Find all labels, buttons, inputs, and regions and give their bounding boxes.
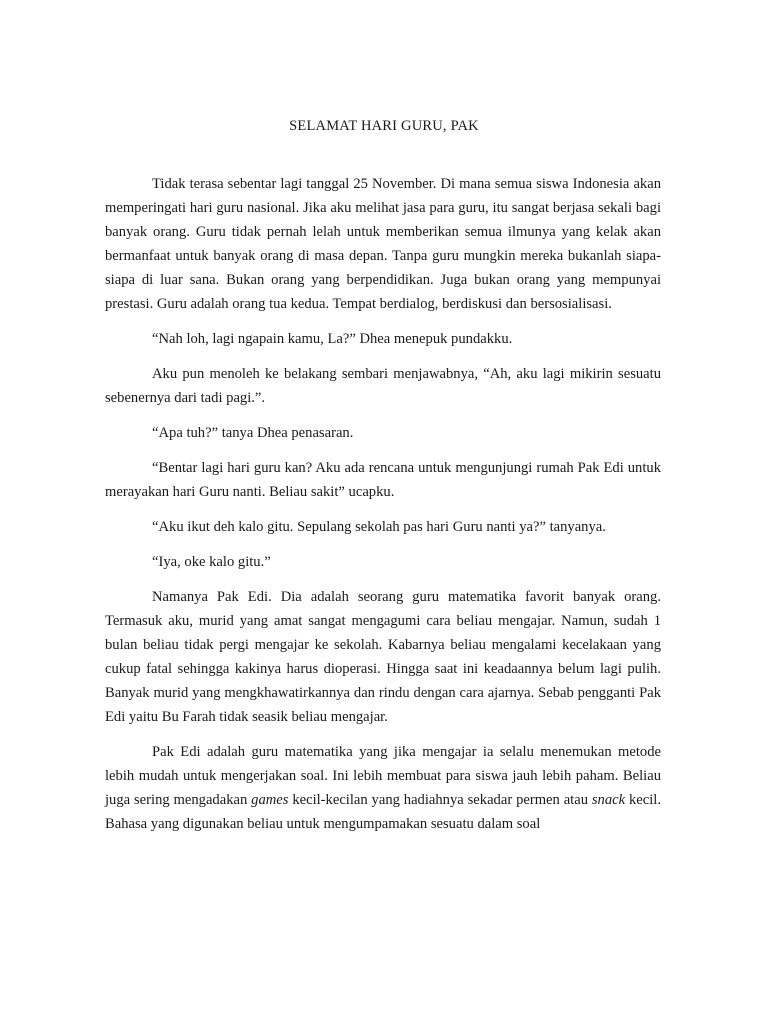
paragraph-text: kecil-kecilan yang hadiahnya sekadar permen atau [288, 792, 592, 808]
paragraph: “Aku ikut deh kalo gitu. Sepulang sekolah pas hari Guru nanti ya?” tanyanya. [152, 519, 606, 535]
italic-term: games [251, 792, 289, 808]
paragraph: “Apa tuh?” tanya Dhea penasaran. [152, 425, 354, 441]
paragraph: “Bentar lagi hari guru kan? Aku ada rencana untuk mengunjungi rumah Pak Edi untuk merayakan hari Guru nanti. Beliau sakit” ucapku. [105, 460, 661, 500]
paragraph-text: kecil. Bahasa yang digunakan beliau untuk mengumpamakan sesuatu dalam soal [105, 792, 661, 832]
paragraph: Tidak terasa sebentar lagi tanggal 25 November. Di mana semua siswa Indonesia akan memperingati hari guru nasional. Jika aku melihat jasa para guru, itu sangat berjasa sekali bagi banyak orang. Guru tidak pernah lelah untuk memberikan semua ilmunya yang kelak akan bermanfaat untuk banyak orang di masa depan. Tanpa guru mungkin mereka bukanlah siapa-siapa di luar sana. Bukan orang yang berpendidikan. Juga bukan orang yang mempunyai prestasi. Guru adalah orang tua kedua. Tempat berdialog, berdiskusi dan bersosialisasi. [105, 176, 661, 312]
paragraph-text: Pak Edi adalah guru matematika yang jika mengajar ia selalu menemukan metode lebih mudah untuk mengerjakan soal. Ini lebih membuat para siswa jauh lebih paham. Beliau juga sering mengadakan [105, 744, 661, 808]
paragraph: Aku pun menoleh ke belakang sembari menjawabnya, “Ah, aku lagi mikirin sesuatu sebenernya dari tadi pagi.”. [105, 366, 661, 406]
document-body [105, 172, 661, 836]
paragraph: “Nah loh, lagi ngapain kamu, La?” Dhea menepuk pundakku. [152, 331, 513, 347]
italic-term: snack [591, 792, 626, 808]
paragraph-last [105, 740, 661, 836]
paragraph: Namanya Pak Edi. Dia adalah seorang guru matematika favorit banyak orang. Termasuk aku, murid yang amat sangat mengagumi cara beliau mengajar. Namun, sudah 1 bulan beliau tidak pergi mengajar ke sekolah. Kabarnya beliau mengalami kecelakaan yang cukup fatal sehingga kakinya harus dioperasi. Hingga saat ini keadaannya belum lagi pulih. Banyak murid yang mengkhawatirkannya dan rindu dengan cara ajarnya. Sebab pengganti Pak Edi yaitu Bu Farah tidak seasik beliau mengajar. [105, 589, 661, 725]
document-title: SELAMAT HARI GURU, PAK [289, 118, 479, 134]
paragraph: “Iya, oke kalo gitu.” [152, 554, 271, 570]
